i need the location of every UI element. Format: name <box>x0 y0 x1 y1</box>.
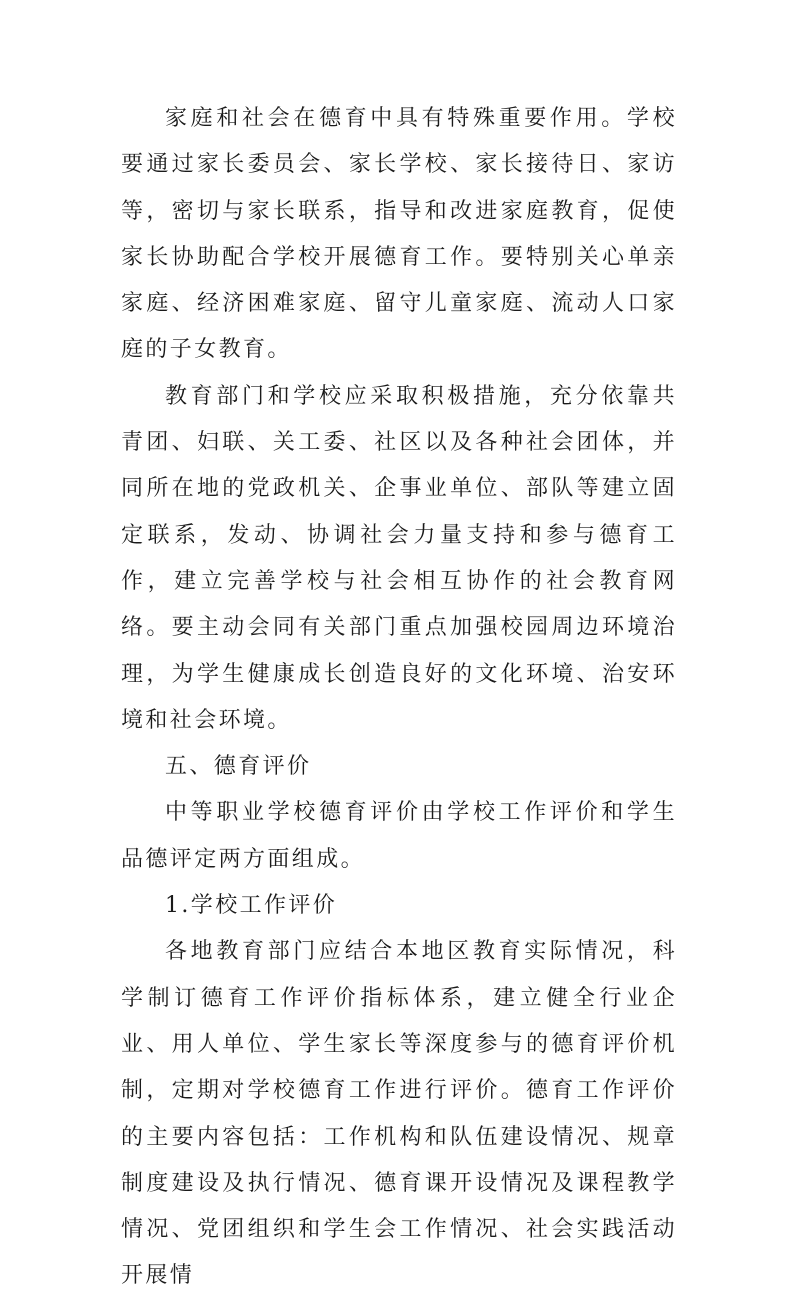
paragraph-evaluation-composition: 中等职业学校德育评价由学校工作评价和学生品德评定两方面组成。 <box>121 800 677 872</box>
subsection-heading-school-work-evaluation: 1.学校工作评价 <box>165 893 338 919</box>
paragraph-evaluation-content: 各地教育部门应结合本地区教育实际情况，科学制订德育工作评价指标体系，建立健全行业企业、用人单位、学生家长等深度参与的德育评价机制，定期对学校德育工作进行评价。德育工作评价的主要内容包括：工作机构和队伍建设情况、规章制度建设及执行情况、德育课开设情况及课程教学情况、党团组织和学生会工作情况、社会实践活动开展情 <box>121 939 677 1289</box>
paragraph-education-departments: 教育部门和学校应采取积极措施，充分依靠共青团、妇联、关工委、社区以及各种社会团体，并同所在地的党政机关、企事业单位、部队等建立固定联系，发动、协调社会力量支持和参与德育工作，建立完善学校与社会相互协作的社会教育网络。要主动会同有关部门重点加强校园周边环境治理，为学生健康成长创造良好的文化环境、治安环境和社会环境。 <box>121 383 677 733</box>
document-body <box>121 96 677 1300</box>
section-heading-moral-evaluation: 五、德育评价 <box>165 754 312 780</box>
paragraph-family-society: 家庭和社会在德育中具有特殊重要作用。学校要通过家长委员会、家长学校、家长接待日、家访等，密切与家长联系，指导和改进家庭教育，促使家长协助配合学校开展德育工作。要特别关心单亲家庭、经济困难家庭、留守儿童家庭、流动人口家庭的子女教育。 <box>121 106 677 363</box>
